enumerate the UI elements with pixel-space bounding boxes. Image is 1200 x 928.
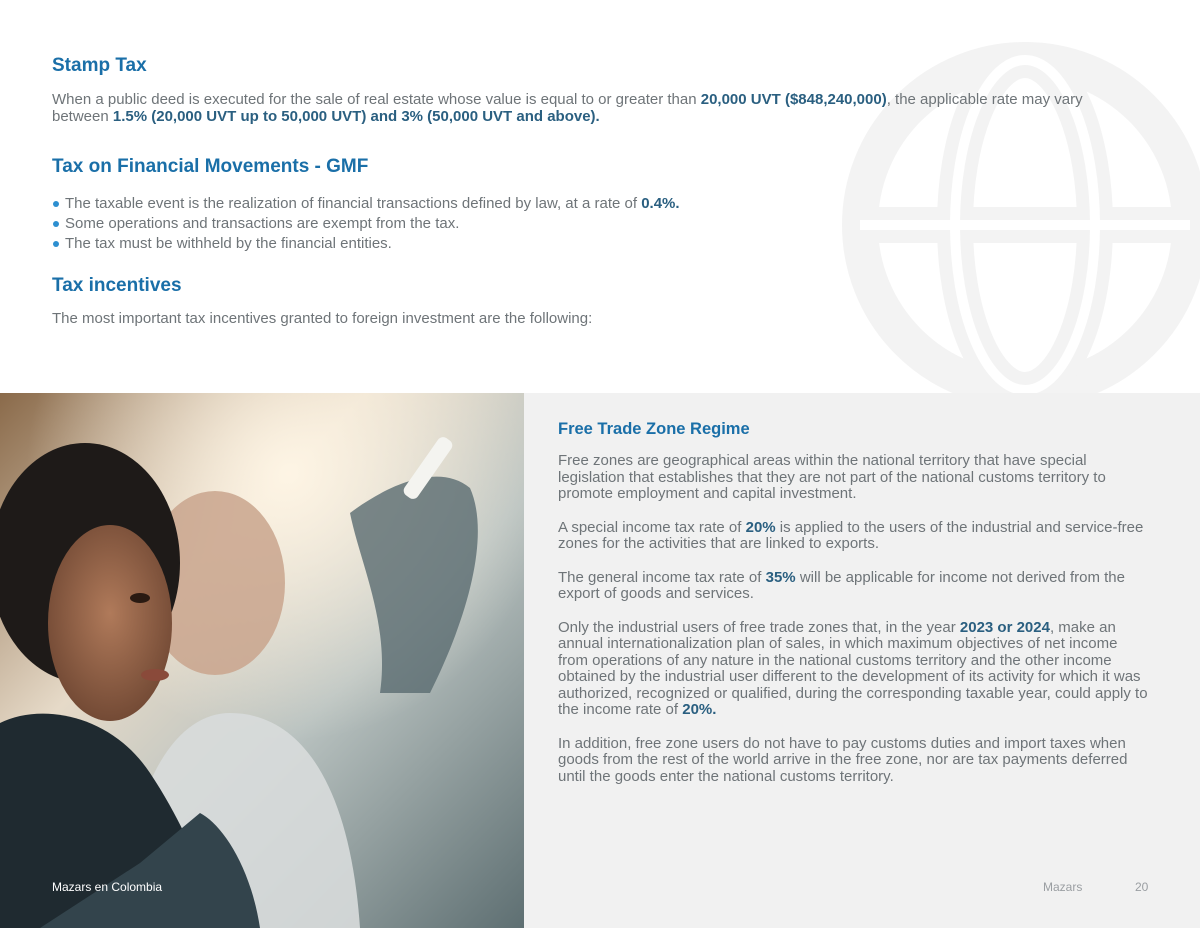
page-number: 20 [1135,880,1149,894]
free-trade-paragraph-2: A special income tax rate of 20% is applied to the users of the industrial and service-free zones for the activities that are linked to exports. [558,518,1144,552]
free-trade-paragraph-1: Free zones are geographical areas within the national territory that have special legislation that establishes that they are not part of the national customs territory to promote employment and capital investment. [558,452,1106,502]
bullet-dot-icon [53,241,59,247]
bullet-dot-icon [53,201,59,207]
footer-brand-label: Mazars [1043,880,1083,894]
free-trade-heading: Free Trade Zone Regime [558,420,750,438]
gmf-heading: Tax on Financial Movements - GMF [52,156,369,177]
stamp-tax-heading: Stamp Tax [52,55,147,76]
free-trade-paragraph-5: In addition, free zone users do not have to pay customs duties and import taxes when goods from the rest of the world arrive in the free zone, nor are tax payments deferred until the goods enter the national customs territory. [558,734,1128,785]
free-trade-panel [524,393,1200,928]
list-item: The taxable event is the realization of financial transactions defined by law, at a rate of 0.4%. [52,194,1142,214]
list-item: Some operations and transactions are exempt from the tax. [52,214,1142,234]
free-trade-content [558,419,1148,802]
photo-illustration [0,393,524,928]
list-item: The tax must be withheld by the financial entities. [52,234,1142,254]
bullet-dot-icon [53,221,59,227]
footer-left-label: Mazars en Colombia [52,880,163,894]
free-trade-paragraph-4: Only the industrial users of free trade zones that, in the year 2023 or 2024, make an annual internationalization plan of sales, in which maximum objectives of net income from operations of any nature in the national customs territory and the other income obtained by the industrial user different to the development of its activity for which it was authorized, recognized or qualified, during the corresponding taxable year, could apply to the income rate of 20%. [558,618,1148,718]
office-photo [0,393,524,928]
gmf-bullet-list [52,194,1142,254]
stamp-tax-paragraph: When a public deed is executed for the sale of real estate whose value is equal to or greater than 20,000 UVT ($848,240,000), the applicable rate may vary between 1.5% (20,000 UVT up to 50,000 UVT) and 3% (50,000 UVT and above). [52,91,1083,125]
free-trade-paragraph-3: The general income tax rate of 35% will be applicable for income not derived from the export of goods and services. [558,568,1125,602]
tax-incentives-paragraph: The most important tax incentives granted to foreign investment are the following: [52,310,593,327]
tax-incentives-heading: Tax incentives [52,275,182,296]
top-content [52,54,1142,328]
